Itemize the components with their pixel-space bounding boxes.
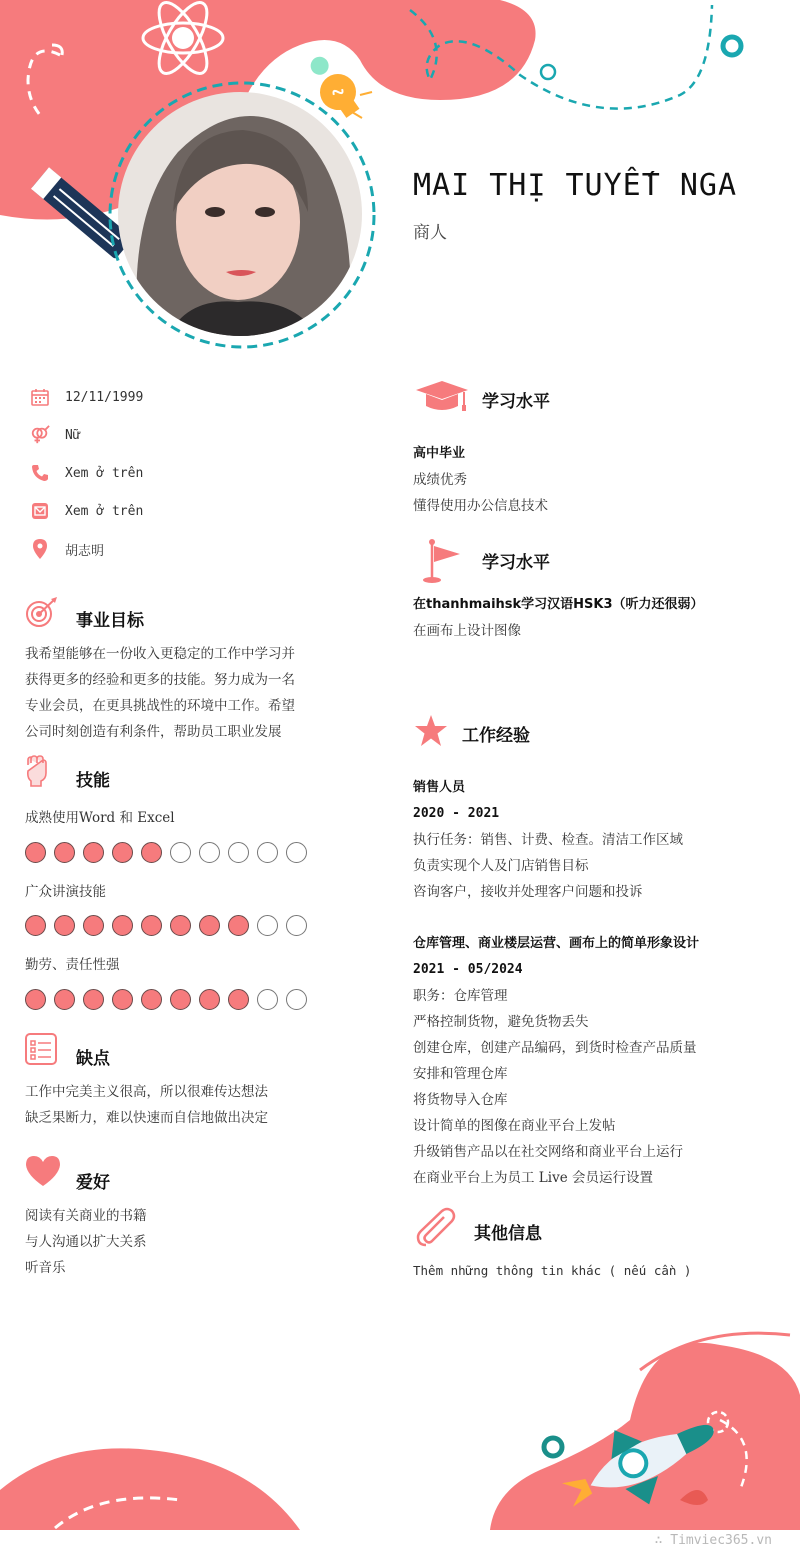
- rating-dot-filled: [112, 989, 133, 1010]
- rating-dot-filled: [25, 989, 46, 1010]
- job-duty: 设计简单的图像在商业平台上发帖: [413, 1118, 616, 1134]
- birthday-text: 12/11/1999: [65, 389, 144, 405]
- job-duty: 咨询客户，接收并处理客户问题和投诉: [413, 884, 643, 900]
- rating-dot-filled: [170, 915, 191, 936]
- location-icon: [30, 539, 50, 559]
- rating-dot-empty: [286, 842, 307, 863]
- rating-dot-empty: [286, 915, 307, 936]
- rating-dot-filled: [170, 989, 191, 1010]
- paperclip-icon: [416, 1207, 458, 1253]
- objective-line: 公司时刻创造有利条件，帮助员工职业发展: [25, 724, 282, 740]
- skill-rating: [25, 915, 307, 936]
- rating-dot-filled: [141, 989, 162, 1010]
- phone-icon: [30, 463, 50, 483]
- rating-dot-filled: [228, 915, 249, 936]
- skills-title: 技能: [76, 771, 110, 791]
- rating-dot-empty: [257, 915, 278, 936]
- job-duty: 严格控制货物，避免货物丢失: [413, 1014, 589, 1030]
- skill-label: 勤劳、责任性强: [25, 957, 120, 973]
- rating-dot-filled: [83, 842, 104, 863]
- education2-line: 在画布上设计图像: [413, 623, 521, 639]
- hobby-line: 与人沟通以扩大关系: [25, 1234, 147, 1250]
- job-position: 销售人员: [413, 780, 466, 795]
- star-icon: [414, 714, 448, 752]
- rating-dot-filled: [54, 915, 75, 936]
- info-row-phone: [30, 461, 143, 485]
- objective-title: 事业目标: [76, 611, 144, 631]
- other-info-title: 其他信息: [474, 1224, 542, 1244]
- rating-dot-filled: [141, 842, 162, 863]
- rating-dot-filled: [228, 989, 249, 1010]
- education2-degree: 在thanhmaihsk学习汉语HSK3（听力还很弱）: [413, 597, 704, 612]
- job-duty: 升级销售产品以在社交网络和商业平台上运行: [413, 1144, 683, 1160]
- rating-dot-filled: [199, 915, 220, 936]
- graduation-cap-icon: [414, 380, 470, 418]
- gender-text: Nữ: [65, 427, 81, 443]
- target-icon: [25, 597, 59, 633]
- objective-line: 我希望能够在一份收入更稳定的工作中学习并: [25, 646, 295, 662]
- objective-text: [25, 641, 325, 745]
- job-position: 仓库管理、商业楼层运营、画布上的简单形象设计: [413, 936, 700, 951]
- hobby-line: 听音乐: [25, 1260, 66, 1276]
- weaknesses-title: 缺点: [76, 1049, 110, 1069]
- hobbies-text: [25, 1203, 147, 1281]
- checklist-icon: [25, 1033, 57, 1069]
- rating-dot-filled: [54, 842, 75, 863]
- email-text: Xem ở trên: [65, 503, 144, 519]
- rating-dot-filled: [112, 842, 133, 863]
- education-line: 成绩优秀: [413, 472, 467, 488]
- fist-icon: [25, 755, 49, 791]
- job-duty: 职务：仓库管理: [413, 988, 508, 1004]
- rating-dot-empty: [257, 989, 278, 1010]
- weakness-line: 工作中完美主义很高，所以很难传达想法: [25, 1084, 268, 1100]
- phone-text: Xem ở trên: [65, 465, 144, 481]
- hobbies-title: 爱好: [76, 1173, 110, 1193]
- education-title: 学习水平: [482, 392, 550, 412]
- info-row-birthday: [30, 385, 143, 409]
- rating-dot-empty: [170, 842, 191, 863]
- profile-photo: [118, 92, 362, 336]
- education-details: [413, 441, 548, 519]
- objective-line: 获得更多的经验和更多的技能。努力成为一名: [25, 672, 295, 688]
- heart-icon: [25, 1155, 61, 1191]
- skill-label: 广众讲演技能: [25, 884, 106, 900]
- job-duty: 执行任务：销售、计费、检查。清洁工作区域: [413, 832, 683, 848]
- education2-details: [413, 592, 704, 644]
- calendar-icon: [30, 387, 50, 407]
- job-period: 2021 - 05/2024: [413, 962, 523, 977]
- experience-job: [413, 775, 683, 905]
- education2-title: 学习水平: [482, 553, 550, 573]
- job-duty: 将货物导入仓库: [413, 1092, 508, 1108]
- rating-dot-empty: [228, 842, 249, 863]
- info-row-email: [30, 499, 143, 523]
- rating-dot-filled: [141, 915, 162, 936]
- rating-dot-empty: [199, 842, 220, 863]
- flag-icon: [418, 538, 464, 588]
- rating-dot-filled: [54, 989, 75, 1010]
- info-row-address: [30, 537, 104, 561]
- rating-dot-filled: [83, 989, 104, 1010]
- skill-rating: [25, 989, 307, 1010]
- candidate-name: MAI THỊ TUYẾT NGA: [413, 168, 738, 203]
- experience-job: [413, 931, 699, 1191]
- rating-dot-empty: [286, 989, 307, 1010]
- rating-dot-filled: [199, 989, 220, 1010]
- skill-label: 成熟使用Word 和 Excel: [25, 810, 175, 826]
- education-line: 懂得使用办公信息技术: [413, 498, 548, 514]
- job-duty: 安排和管理仓库: [413, 1066, 508, 1082]
- other-info-text: Thêm những thông tin khác ( nếu cần ): [413, 1263, 692, 1278]
- hobby-line: 阅读有关商业的书籍: [25, 1208, 147, 1224]
- email-icon: [30, 501, 50, 521]
- job-duty: 在商业平台上为员工 Live 会员运行设置: [413, 1170, 653, 1186]
- job-duty: 创建仓库，创建产品编码，到货时检查产品质量: [413, 1040, 697, 1056]
- rating-dot-empty: [257, 842, 278, 863]
- rating-dot-filled: [112, 915, 133, 936]
- skill-rating: [25, 842, 307, 863]
- avatar: [118, 92, 362, 336]
- objective-line: 专业会员，在更具挑战性的环境中工作。希望: [25, 698, 295, 714]
- weakness-line: 缺乏果断力，难以快速而自信地做出决定: [25, 1110, 268, 1126]
- rating-dot-filled: [25, 915, 46, 936]
- info-row-gender: [30, 423, 81, 447]
- rating-dot-filled: [83, 915, 104, 936]
- address-text: 胡志明: [65, 543, 105, 559]
- rating-dot-filled: [25, 842, 46, 863]
- gender-icon: [30, 425, 50, 445]
- watermark: ∴ Timviec365.vn: [654, 1533, 772, 1548]
- experience-title: 工作经验: [462, 726, 530, 746]
- job-duty: 负责实现个人及门店销售目标: [413, 858, 589, 874]
- job-period: 2020 - 2021: [413, 806, 500, 821]
- education-degree: 高中毕业: [413, 446, 466, 461]
- weaknesses-text: [25, 1079, 268, 1131]
- job-title: 商人: [413, 223, 447, 243]
